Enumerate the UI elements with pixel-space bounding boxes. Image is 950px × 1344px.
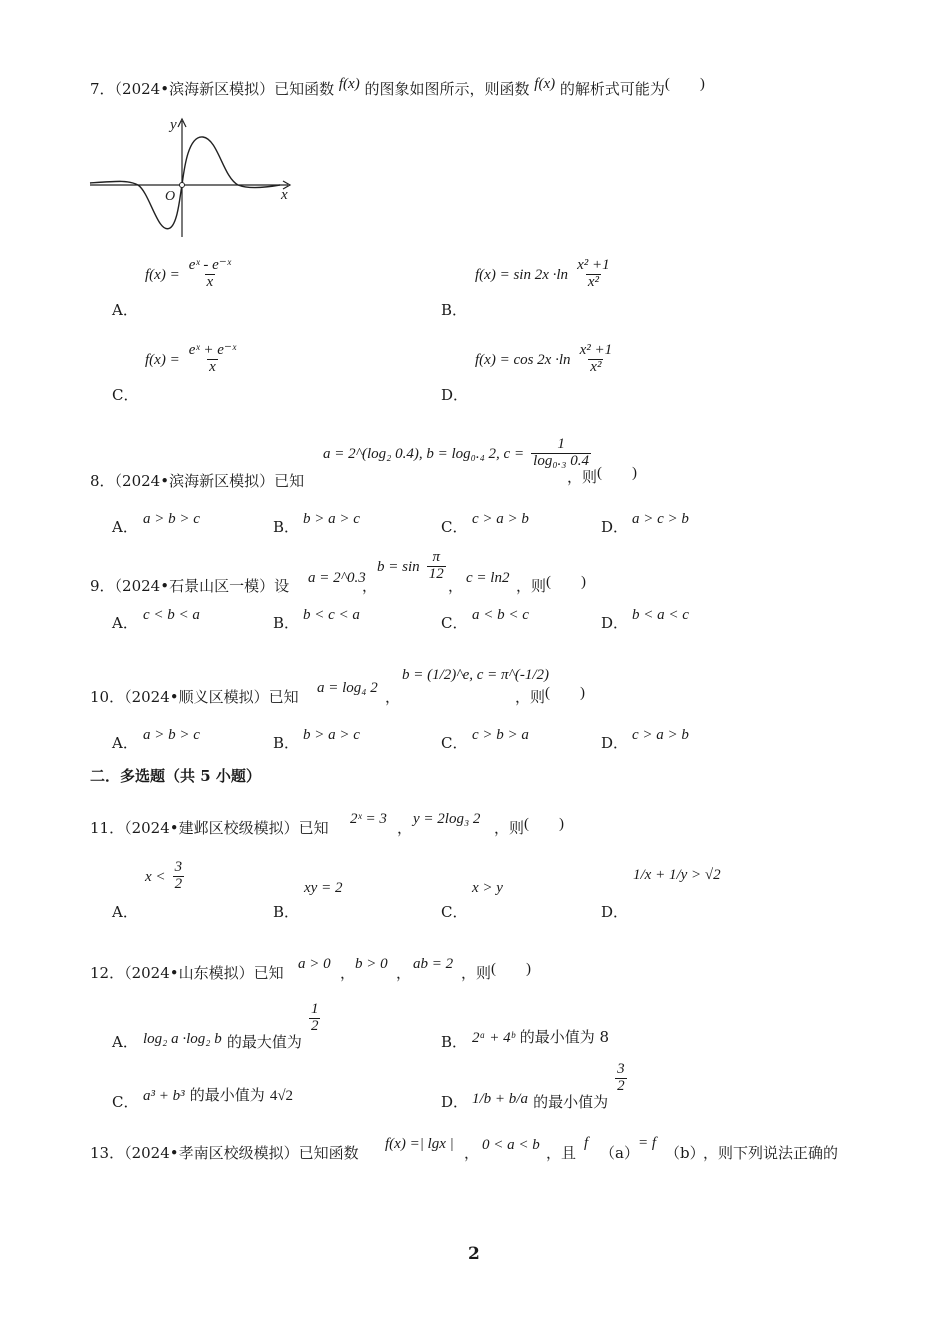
question-number: 9． xyxy=(90,577,115,595)
answer-paren: ( ) xyxy=(491,961,532,977)
option-11C-label: C． xyxy=(441,903,468,921)
document-page: 7．（2024•滨海新区模拟）已知函数 f(x) 的图象如图所示，则函数 f(x) 的解析式可能为( ) y x O f(x) = $\frac{\text{eˣ - e⁻ˣ}}{x}$ A． f(x) = sin 2x ·ln $\frac{\text{x² +1}}{\text{x²}}$ B． f(x) = $\frac{\text{eˣ + e⁻ˣ}}{x}$ C． f(x) = cos 2x ·ln $\frac{\text{x² +1}}{\text{x²}}$ D． a = 2^(log₂ 0.4), b = log₀.₄ 2, c = $\frac{1}{\text{log₀.₃ 0.4}}$ 8．（2024•滨海新区模拟）已知 ，则( ) A． a > b > c B． b > a > c C． c > a > b D． a > c > b 9．（2024•石景山区一模）设 a = 2^0.3 ， b = sin $\frac{\pi}{12}$ ， c = ln2 ，则( ) A． c < b < a B． b < c < a C． a < b < c D． b < a < c 10．（2024•顺义区模拟）已知 a = log₄ 2 ， b = (1/2)^e, c = π^(-1/2) ，则( ) A． a > b > c B． b > a > c C． c > b > a D． c > a > b 二．多选题（共 5 小题） 11．（2024•建邺区校级模拟）已知 2ˣ = 3 ， y = 2log₃ 2 ，则( ) x < $\frac{3}{2}$ A． xy = 2 B． x > y C． 1/x + 1/y > √2 D． 12．（2024•山东模拟）已知 a > 0 ， b > 0 ， ab = 2 ，则( ) A． log₂ a ·log₂ b 的最大值为 $\frac{1}{2}$ B． 2ᵃ + 4ᵇ 的最小值为 8 C． a³ + b³ 的最小值为 4√2 D． 1/b + b/a 的最小值为 $\frac{3}{2}$ 13．（2024•孝南区校级模拟）已知函数 f(x) =| lgx | ， 0 < a < b ，且 f （a） = f （b） ，则下列说法正确的 2 xyxy=(90,76,839,1264)
option-7B-expr: f(x) = sin 2x ·ln $\frac{\text{x² +1}}{\text{x²}}$ xyxy=(475,257,610,290)
option-9D-label: D． xyxy=(601,614,629,632)
option-9A-expr: c < b < a xyxy=(143,607,200,623)
question-source: （2024•建邺区校级模拟） xyxy=(124,819,299,837)
option-7A-label: A． xyxy=(112,301,138,319)
option-7B-label: B． xyxy=(441,301,468,319)
question-number: 8． xyxy=(90,472,115,490)
question-12-tail: ，则( ) xyxy=(461,961,532,982)
origin-label: O xyxy=(165,189,176,204)
option-9A-label: A． xyxy=(112,614,138,632)
option-12B-expr: 2ᵃ + 4ᵇ 的最小值为 8 xyxy=(472,1028,610,1046)
option-12C-expr: a³ + b³ 的最小值为 4√2 xyxy=(143,1086,294,1104)
curve xyxy=(90,137,280,229)
option-12D-expr: 1/b + b/a 的最小值为 $\frac{3}{2}$ xyxy=(472,1061,625,1111)
option-8A-expr: a > b > c xyxy=(143,511,200,527)
question-source: （2024•孝南区校级模拟） xyxy=(124,1144,299,1162)
answer-paren: ( ) xyxy=(664,76,705,92)
x-axis-label: x xyxy=(281,187,288,203)
option-10D-label: D． xyxy=(601,734,629,752)
question-number: 10． xyxy=(90,688,125,706)
option-11C-expr: x > y xyxy=(472,880,503,896)
question-9-tail: ，则( ) xyxy=(516,574,587,595)
answer-paren: ( ) xyxy=(524,816,565,832)
option-11B-expr: xy = 2 xyxy=(304,880,343,896)
question-12-stem: 12．（2024•山东模拟）已知 xyxy=(90,964,284,982)
option-8B-expr: b > a > c xyxy=(303,511,360,527)
option-8C-expr: c > a > b xyxy=(472,511,529,527)
expr-a: 2ˣ = 3 xyxy=(350,811,387,827)
expr-c: ab = 2 xyxy=(413,956,454,972)
option-12C-label: C． xyxy=(112,1093,139,1111)
function-graph xyxy=(88,115,298,240)
expr-b: b = (1/2)^e, c = π^(-1/2) xyxy=(402,667,550,683)
page-number: 2 xyxy=(468,1244,480,1264)
question-number: 7． xyxy=(90,80,115,98)
question-source: （2024•滨海新区模拟） xyxy=(114,472,275,490)
section-heading: 二．多选题（共 5 小题） xyxy=(90,767,261,785)
question-source: （2024•山东模拟） xyxy=(124,964,254,982)
expr-b: 0 < a < b xyxy=(482,1137,540,1153)
math-fx: f(x) xyxy=(534,76,556,92)
expr-a: a = log₄ 2 xyxy=(317,680,378,696)
question-10-stem: 10．（2024•顺义区模拟）已知 xyxy=(90,688,299,706)
expr-b: b = sin $\frac{\pi}{12}$ xyxy=(377,549,444,582)
option-7D-label: D． xyxy=(441,386,469,404)
question-number: 11． xyxy=(90,819,125,837)
option-12A-expr: log₂ a ·log₂ b 的最大值为 $\frac{1}{2}$ xyxy=(143,1001,319,1051)
expr-a: a = 2^0.3 xyxy=(308,570,366,586)
expr-b: b > 0 xyxy=(355,956,388,972)
option-9C-label: C． xyxy=(441,614,468,632)
origin-hole xyxy=(180,183,185,188)
question-number: 12． xyxy=(90,964,125,982)
y-axis-label: y xyxy=(170,117,177,133)
option-8B-label: B． xyxy=(273,518,300,536)
question-13-stem: 13．（2024•孝南区校级模拟）已知函数 xyxy=(90,1144,359,1162)
option-10C-label: C． xyxy=(441,734,468,752)
question-8-stem: 8．（2024•滨海新区模拟）已知 xyxy=(90,472,305,490)
option-9C-expr: a < b < c xyxy=(472,607,529,623)
question-source: （2024•石景山区一模） xyxy=(114,577,275,595)
question-source: （2024•顺义区模拟） xyxy=(124,688,269,706)
option-8A-label: A． xyxy=(112,518,138,536)
expr-b: y = 2log₃ 2 xyxy=(413,811,481,827)
question-source: （2024•滨海新区模拟） xyxy=(114,80,275,98)
option-9D-expr: b < a < c xyxy=(632,607,689,623)
option-10D-expr: c > a > b xyxy=(632,727,689,743)
math-fx: f(x) xyxy=(338,76,360,92)
option-12A-label: A． xyxy=(112,1033,138,1051)
option-10B-label: B． xyxy=(273,734,300,752)
option-11A-expr: x < $\frac{3}{2}$ xyxy=(145,859,183,892)
option-7D-expr: f(x) = cos 2x ·ln $\frac{\text{x² +1}}{\text{x²}}$ xyxy=(475,342,613,375)
option-7C-expr: f(x) = $\frac{\text{eˣ + e⁻ˣ}}{x}$ xyxy=(145,342,237,375)
option-12D-label: D． xyxy=(441,1093,469,1111)
option-7A-expr: f(x) = $\frac{\text{eˣ - e⁻ˣ}}{x}$ xyxy=(145,257,231,290)
option-8D-label: D． xyxy=(601,518,629,536)
question-7-stem: 7．（2024•滨海新区模拟）已知函数 f(x) 的图象如图所示，则函数 f(x) 的解析式可能为( ) xyxy=(90,76,705,98)
option-11A-label: A． xyxy=(112,903,138,921)
option-7C-label: C． xyxy=(112,386,139,404)
question-number: 13． xyxy=(90,1144,125,1162)
question-10-tail: ，则( ) xyxy=(515,685,586,706)
question-8-tail: ，则( ) xyxy=(567,465,638,486)
answer-paren: ( ) xyxy=(545,685,586,701)
option-10A-expr: a > b > c xyxy=(143,727,200,743)
option-8C-label: C． xyxy=(441,518,468,536)
question-9-stem: 9．（2024•石景山区一模）设 xyxy=(90,577,290,595)
option-8D-expr: a > c > b xyxy=(632,511,689,527)
option-9B-label: B． xyxy=(273,614,300,632)
expr-c: c = ln2 xyxy=(466,570,510,586)
expr-a: a > 0 xyxy=(298,956,331,972)
question-11-stem: 11．（2024•建邺区校级模拟）已知 xyxy=(90,819,329,837)
question-11-tail: ，则( ) xyxy=(494,816,565,837)
option-11B-label: B． xyxy=(273,903,300,921)
option-10B-expr: b > a > c xyxy=(303,727,360,743)
question-8-expr: a = 2^(log₂ 0.4), b = log₀.₄ 2, c = $\frac{1}{\text{log₀.₃ 0.4}}$ xyxy=(323,436,590,469)
option-12B-label: B． xyxy=(441,1033,468,1051)
answer-paren: ( ) xyxy=(597,465,638,481)
option-10A-label: A． xyxy=(112,734,138,752)
option-9B-expr: b < c < a xyxy=(303,607,360,623)
option-10C-expr: c > b > a xyxy=(472,727,529,743)
expr-a: f(x) =| lgx | xyxy=(385,1136,454,1152)
option-11D-expr: 1/x + 1/y > √2 xyxy=(633,867,721,883)
option-11D-label: D． xyxy=(601,903,629,921)
answer-paren: ( ) xyxy=(546,574,587,590)
